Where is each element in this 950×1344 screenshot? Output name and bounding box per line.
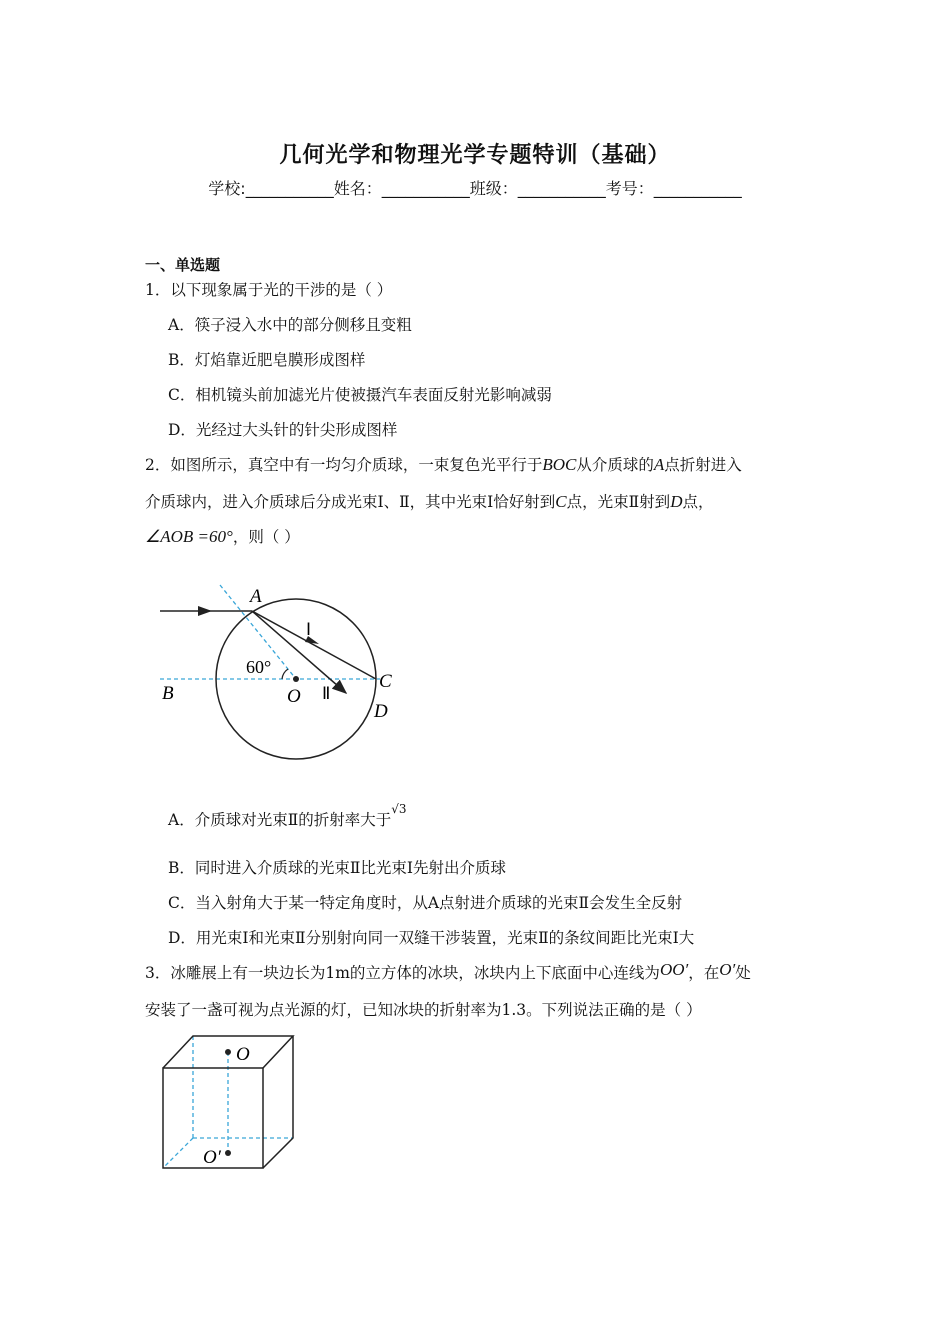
incident-arrow — [198, 606, 212, 616]
angle-arc — [282, 669, 288, 679]
q2-option-a-root: √3 — [391, 802, 407, 816]
q2-option-b: B．同时进入介质球的光束Ⅱ比光束Ⅰ先射出介质球 — [168, 859, 507, 877]
q3-stem-line2: 安装了一盏可视为点光源的灯，已知冰块的折射率为1.3。下列说法正确的是（ ） — [145, 1001, 702, 1019]
q1-option-b: B．灯焰靠近肥皂膜形成图样 — [168, 351, 366, 369]
q2-line3-tail: ，则（ ） — [232, 528, 300, 546]
q2-line2-text-c: 点，光束Ⅱ射到 — [566, 493, 671, 511]
point-o-prime — [225, 1150, 231, 1156]
student-info-line: 学校:___________姓名：___________班级：___________考号：___________ — [208, 179, 742, 198]
point-o — [225, 1049, 231, 1055]
label-b: B — [162, 683, 174, 704]
label-a: A — [250, 586, 262, 607]
label-beam-one: Ⅰ — [306, 620, 312, 639]
q3-line1-text-c: 处 — [735, 964, 751, 982]
q2-option-d: D．用光束Ⅰ和光束Ⅱ分别射向同一双缝干涉装置，光束Ⅱ的条纹间距比光束Ⅰ大 — [168, 929, 695, 947]
label-angle: 60° — [246, 657, 272, 677]
label-beam-two: Ⅱ — [322, 684, 331, 703]
cube-right-face — [263, 1036, 293, 1168]
q2-line1-math-a: A — [653, 455, 665, 474]
q1-stem: 1．以下现象属于光的干涉的是（ ） — [145, 281, 393, 299]
q3-line1-text-a: 3．冰雕展上有一块边长为1m的立方体的冰块，冰块内上下底面中心连线为 — [145, 964, 660, 982]
q2-line1-math-boc: BOC — [542, 455, 577, 474]
q3-line1-math-oo: OO′ — [659, 960, 689, 979]
page-title: 几何光学和物理光学专题特训（基础） — [279, 143, 671, 168]
q1-option-a: A．筷子浸入水中的部分侧移且变粗 — [168, 316, 412, 334]
label-c: C — [379, 671, 392, 692]
q2-line1-text-e: 点折射进入 — [664, 456, 742, 474]
q1-option-c: C．相机镜头前加滤光片使被摄汽车表面反射光影响减弱 — [168, 386, 552, 404]
label-o: O — [287, 686, 301, 707]
q2-line2-math-c: C — [555, 492, 567, 511]
q2-line2-text-e: 点， — [682, 493, 714, 511]
hidden-edge-bottom-diagonal — [163, 1138, 193, 1168]
q2-option-c: C．当入射角大于某一特定角度时，从A点射进介质球的光束Ⅱ会发生全反射 — [168, 894, 683, 912]
q2-line2-text-a: 介质球内，进入介质球后分成光束Ⅰ、Ⅱ，其中光束Ⅰ恰好射到 — [145, 493, 556, 511]
q2-stem-line3 — [145, 525, 300, 547]
q3-line1-math-o: O′ — [719, 960, 736, 979]
q2-line1-text-c: 从介质球的 — [576, 456, 654, 474]
label-o-top: O — [236, 1044, 250, 1065]
q1-option-d: D．光经过大头针的针尖形成图样 — [168, 421, 398, 439]
center-dot — [293, 676, 299, 682]
q2-sphere-figure — [150, 575, 420, 775]
beam-two — [252, 611, 346, 693]
section-heading: 一、单选题 — [145, 256, 221, 274]
q2-option-a-text: A．介质球对光束Ⅱ的折射率大于 — [168, 811, 392, 829]
q3-cube-figure — [155, 1030, 305, 1180]
q3-stem-line1 — [145, 961, 751, 983]
q2-angle-math: ∠AOB =60° — [145, 527, 233, 546]
label-d: D — [374, 701, 388, 722]
q2-stem-line2 — [145, 490, 713, 512]
q2-line2-math-d: D — [670, 492, 683, 511]
q2-line1-text-a: 2．如图所示，真空中有一均匀介质球，一束复色光平行于 — [145, 456, 543, 474]
q3-line1-text-b: ，在 — [688, 964, 720, 982]
q2-option-a — [168, 802, 407, 830]
q2-stem-line1 — [145, 453, 742, 475]
label-o-prime: O′ — [203, 1147, 221, 1168]
